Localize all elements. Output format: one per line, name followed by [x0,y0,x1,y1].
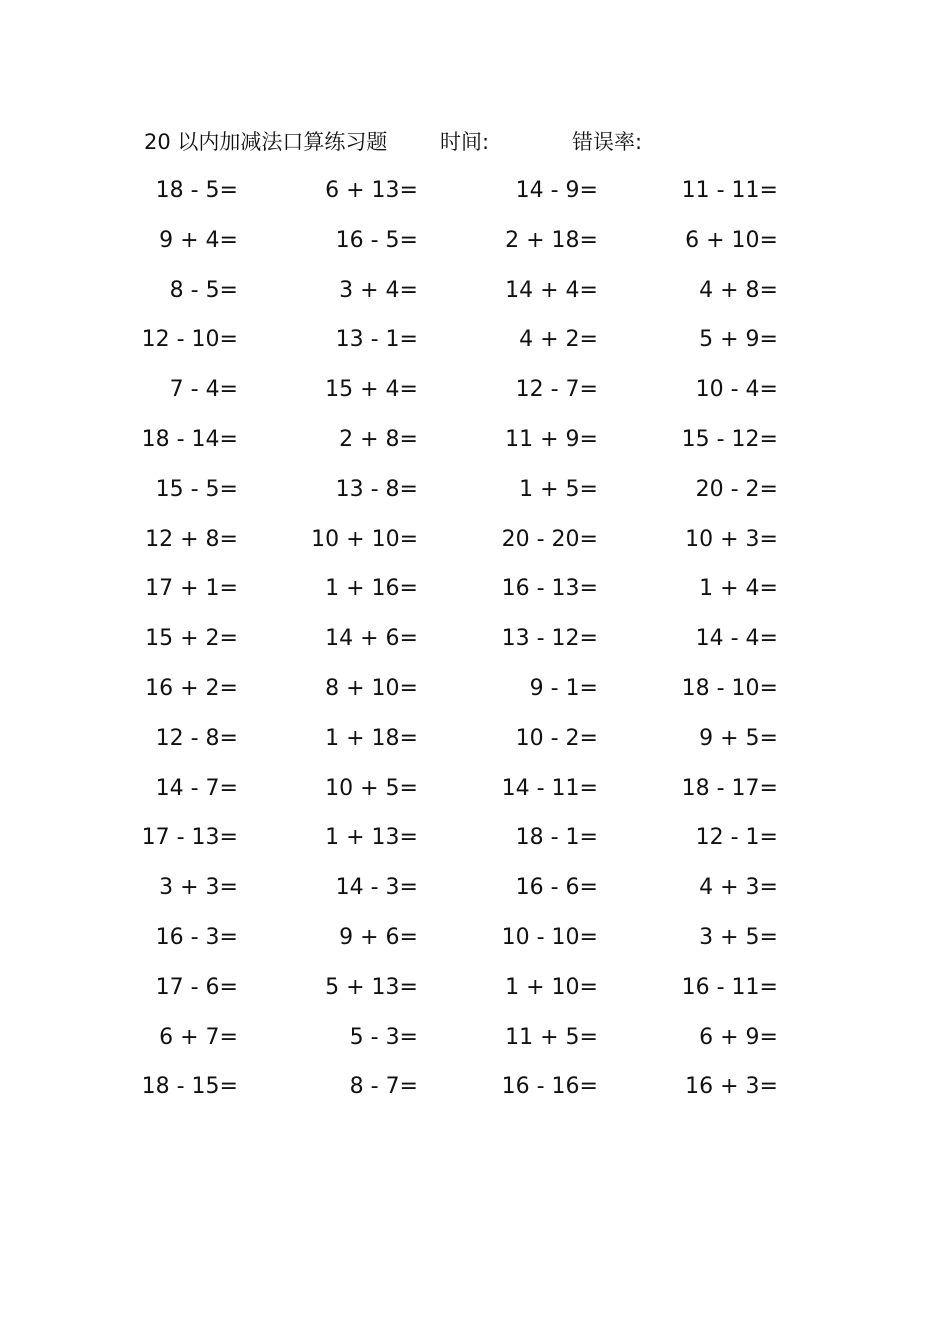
math-problem: 1 + 10= [505,974,598,1000]
math-problem: 10 - 10= [501,924,598,950]
math-problem: 1 + 4= [699,576,778,602]
problem-row [140,216,800,266]
problem-grid [140,166,800,1112]
math-problem: 14 - 11= [501,775,598,801]
math-problem: 4 + 2= [519,327,598,353]
problem-row [140,564,800,614]
problem-row [140,764,800,814]
math-problem: 1 + 18= [325,725,418,751]
math-problem: 16 + 3= [685,1074,778,1100]
math-problem: 15 + 2= [145,626,238,652]
math-problem: 14 - 4= [695,626,778,652]
problem-row [140,714,800,764]
math-problem: 12 - 8= [155,725,238,751]
time-label: 时间: [440,130,490,154]
math-problem: 14 - 9= [515,178,598,203]
problem-row [140,415,800,465]
math-problem: 2 + 8= [339,426,418,452]
math-problem: 14 - 7= [155,775,238,801]
math-problem: 20 - 2= [695,476,778,502]
problem-row [140,913,800,963]
math-problem: 14 - 3= [335,875,418,901]
math-problem: 8 + 10= [325,675,418,701]
math-problem: 10 + 5= [325,775,418,801]
math-problem: 12 - 1= [695,825,778,851]
math-problem: 13 - 12= [501,626,598,652]
math-problem: 4 + 8= [699,277,778,303]
math-problem: 11 - 11= [681,178,778,203]
math-problem: 9 - 1= [529,675,598,701]
problem-row [140,166,800,216]
math-problem: 16 - 5= [335,227,418,253]
math-problem: 16 - 3= [155,924,238,950]
math-problem: 14 + 4= [505,277,598,303]
math-problem: 14 + 6= [325,626,418,652]
math-problem: 2 + 18= [505,227,598,253]
math-problem: 6 + 10= [685,227,778,253]
math-problem: 6 + 13= [325,178,418,203]
math-problem: 18 - 14= [141,426,238,452]
problem-row [140,266,800,316]
math-problem: 6 + 7= [159,1024,238,1050]
problem-row [140,465,800,515]
math-problem: 12 + 8= [145,526,238,552]
math-problem: 6 + 9= [699,1024,778,1050]
math-problem: 18 - 10= [681,675,778,701]
math-problem: 11 + 5= [505,1024,598,1050]
math-problem: 1 + 16= [325,576,418,602]
problem-row [140,1013,800,1063]
problem-row [140,863,800,913]
math-problem: 16 - 16= [501,1074,598,1100]
problem-row [140,515,800,565]
math-problem: 8 - 5= [169,277,238,303]
problem-row [140,315,800,365]
math-problem: 13 - 1= [335,327,418,353]
math-problem: 16 - 11= [681,974,778,1000]
math-problem: 18 - 17= [681,775,778,801]
math-problem: 15 - 12= [681,426,778,452]
math-problem: 18 - 1= [515,825,598,851]
math-problem: 9 + 5= [699,725,778,751]
problem-row [140,365,800,415]
math-problem: 15 - 5= [155,476,238,502]
math-problem: 1 + 5= [519,476,598,502]
math-problem: 18 - 15= [141,1074,238,1100]
math-problem: 10 - 4= [695,377,778,403]
math-problem: 10 - 2= [515,725,598,751]
math-problem: 17 - 13= [141,825,238,851]
problem-row [140,1062,800,1112]
math-problem: 4 + 3= [699,875,778,901]
math-problem: 11 + 9= [505,426,598,452]
math-problem: 5 + 13= [325,974,418,1000]
math-problem: 12 - 7= [515,377,598,403]
math-problem: 3 + 3= [159,875,238,901]
math-problem: 18 - 5= [155,178,238,203]
math-problem: 5 + 9= [699,327,778,353]
math-problem: 7 - 4= [169,377,238,403]
math-problem: 17 - 6= [155,974,238,1000]
worksheet-title: 20 以内加减法口算练习题 [144,130,388,154]
math-problem: 1 + 13= [325,825,418,851]
math-problem: 9 + 4= [159,227,238,253]
math-problem: 16 - 13= [501,576,598,602]
math-problem: 8 - 7= [349,1074,418,1100]
math-problem: 16 - 6= [515,875,598,901]
math-problem: 12 - 10= [141,327,238,353]
math-problem: 15 + 4= [325,377,418,403]
math-problem: 9 + 6= [339,924,418,950]
problem-row [140,614,800,664]
math-problem: 10 + 10= [311,526,418,552]
math-problem: 20 - 20= [501,526,598,552]
math-problem: 3 + 4= [339,277,418,303]
problem-row [140,963,800,1013]
error-rate-label: 错误率: [572,130,643,154]
math-problem: 13 - 8= [335,476,418,502]
math-problem: 16 + 2= [145,675,238,701]
math-problem: 17 + 1= [145,576,238,602]
math-problem: 10 + 3= [685,526,778,552]
problem-row [140,813,800,863]
problem-row [140,664,800,714]
math-problem: 5 - 3= [349,1024,418,1050]
math-problem: 3 + 5= [699,924,778,950]
